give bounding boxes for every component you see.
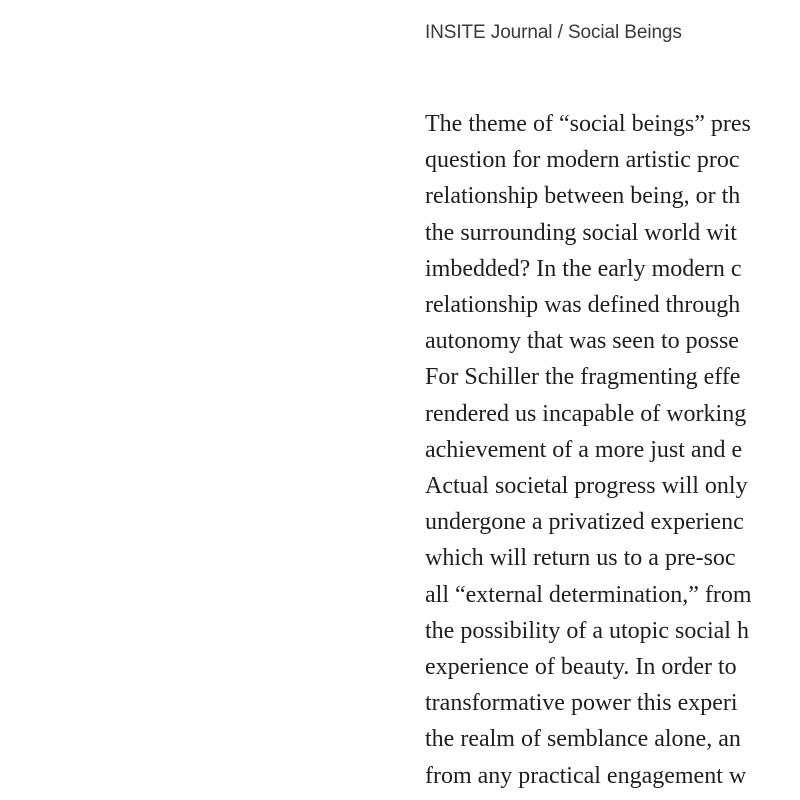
article-body	[425, 106, 800, 800]
article-line: experience of beauty. In order to	[425, 654, 737, 681]
article-line: from any practical engagement w	[425, 762, 747, 789]
article-line: undergone a privatized experienc	[425, 509, 744, 536]
article-line: rendered us incapable of working	[425, 400, 747, 427]
article-line: The theme of “social beings” pres	[425, 111, 751, 137]
article-line: relationship between being, or th	[425, 183, 741, 210]
breadcrumb: INSITE Journal / Social Beings	[425, 22, 682, 43]
article-line: the realm of semblance alone, an	[425, 726, 741, 753]
article-line: autonomy that was seen to posse	[425, 328, 739, 355]
article-line: question for modern artistic proc	[425, 147, 740, 174]
article-line: all “external determination,” from	[425, 581, 752, 608]
article-line: the possibility of a utopic social h	[425, 617, 749, 644]
article-line: transformative power this experi	[425, 690, 738, 717]
article-line: For Schiller the fragmenting effe	[425, 364, 741, 391]
article-line: the surrounding social world wit	[425, 219, 737, 246]
article-line: Actual societal progress will only	[425, 473, 748, 500]
article-line: relationship was defined through	[425, 292, 741, 319]
article-line: which will return us to a pre-soc	[425, 545, 736, 572]
article-line: achievement of a more just and e	[425, 436, 743, 463]
article-line: imbedded? In the early modern c	[425, 255, 742, 282]
